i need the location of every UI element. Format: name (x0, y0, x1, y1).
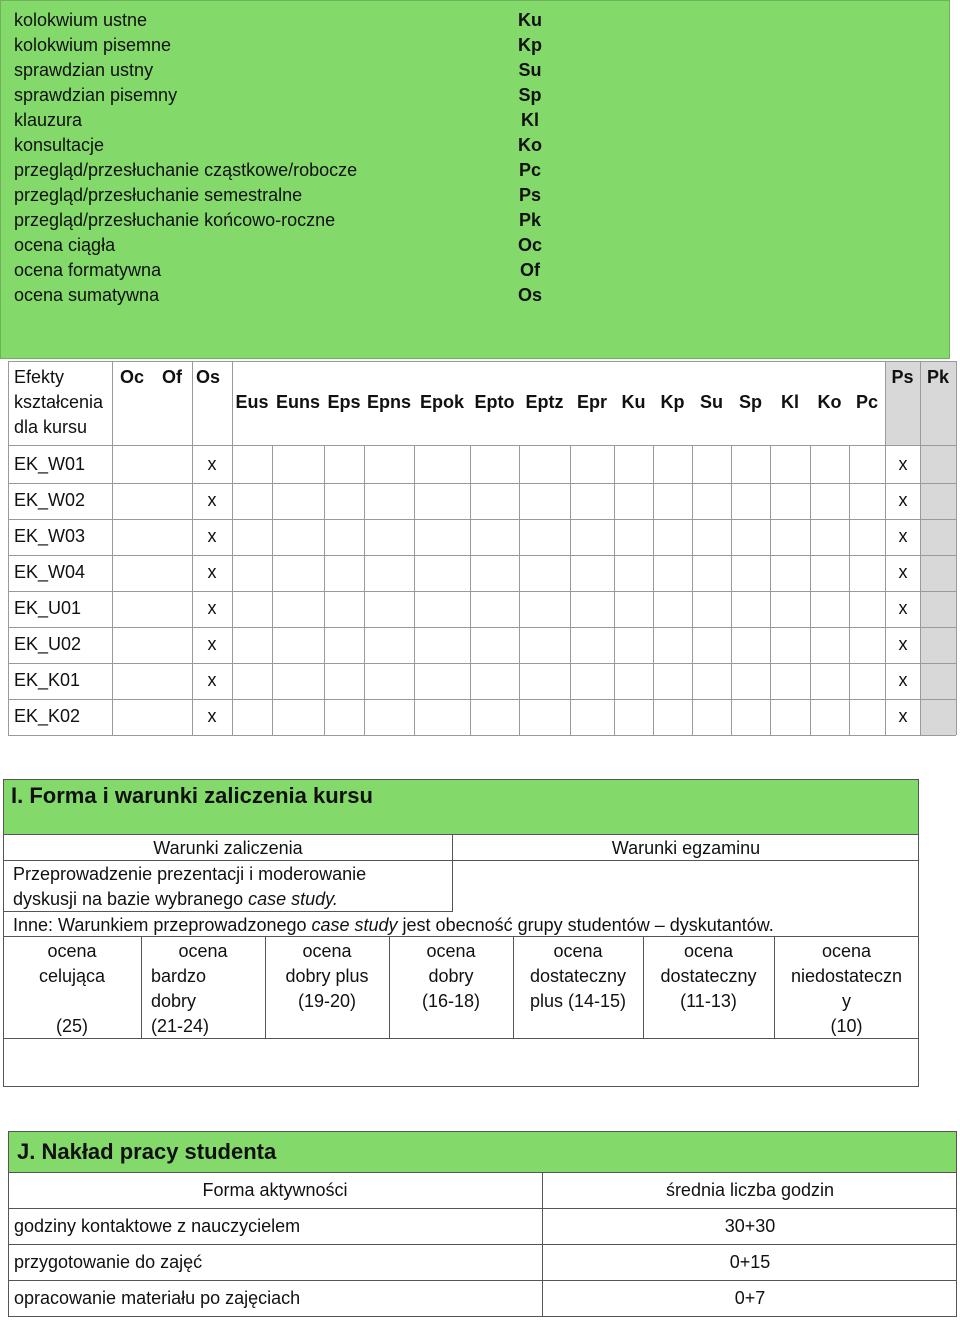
grid-line-v (653, 445, 654, 735)
grade-text: (16-18) (421, 991, 481, 1011)
col-epok: Epok (419, 392, 464, 412)
grade-text: ocena (302, 941, 352, 961)
col-pk: Pk (926, 367, 950, 387)
legend-item-name: konsultacje (14, 135, 105, 155)
ps-mark: x (898, 526, 908, 546)
activity-name: opracowanie materiału po zajęciach (14, 1288, 301, 1308)
col-oc: Oc (119, 367, 144, 387)
effect-row-label: EK_W04 (14, 562, 86, 582)
legend-item-name: przegląd/przesłuchanie semestralne (14, 185, 303, 205)
legend-item-abbr: Oc (517, 235, 542, 255)
legend-item-abbr: Os (517, 285, 542, 305)
grade-text: (25) (55, 1016, 88, 1036)
grade-text: dostateczny (529, 966, 627, 986)
condition-line-2 (13, 887, 338, 911)
col-eptz: Eptz (525, 392, 564, 412)
grid-line-v (849, 445, 850, 735)
section-i-title: I. Forma i warunki zaliczenia kursu (3, 779, 918, 834)
grid-line (8, 735, 956, 736)
grid-line-v (770, 445, 771, 735)
condition-line-1: Przeprowadzenie prezentacji i moderowanie (13, 864, 367, 884)
legend-item-abbr: Sp (518, 85, 542, 105)
activity-name: godziny kontaktowe z nauczycielem (14, 1216, 301, 1236)
os-mark: x (207, 490, 217, 510)
grade-text: ocena (683, 941, 734, 961)
grid-line-v (324, 445, 325, 735)
condition-line-2-text: dyskusji na bazie wybranego (13, 889, 249, 909)
grid-line (8, 445, 956, 446)
other-prefix: Inne: Warunkiem przeprowadzonego (13, 915, 312, 935)
legend-item-name: sprawdzian pisemny (14, 85, 178, 105)
grid-line (8, 519, 956, 520)
condition-line-2-italic: case study. (248, 889, 338, 909)
col-warunki-zaliczenia: Warunki zaliczenia (153, 838, 303, 858)
legend-item-name: klauzura (14, 110, 83, 130)
grade-text: (11-13) (680, 991, 737, 1011)
other-suffix: jest obecność grupy studentów – dyskutantów. (397, 915, 774, 935)
col-srednia-liczba-godzin: średnia liczba godzin (665, 1180, 835, 1200)
os-mark: x (207, 706, 217, 726)
effect-row-label: EK_W01 (14, 454, 86, 474)
col-kl: Kl (781, 392, 799, 412)
os-mark: x (207, 454, 217, 474)
legend-item-name: ocena ciągła (14, 235, 116, 255)
effect-row-label: EK_U02 (14, 634, 82, 654)
grid-line-v (470, 445, 471, 735)
other-italic: case study (311, 915, 398, 935)
grade-text: y (842, 991, 851, 1011)
grid-line-v (614, 445, 615, 735)
grade-text: (21-24) (151, 1016, 210, 1036)
os-mark: x (207, 670, 217, 690)
header-label: Efekty (14, 367, 65, 387)
legend-item-abbr: Kp (518, 35, 542, 55)
section-j-title: J. Nakład pracy studenta (9, 1132, 956, 1172)
grid-line-v (192, 361, 193, 735)
ps-mark: x (898, 706, 908, 726)
grid-line-v (414, 445, 415, 735)
os-mark: x (207, 562, 217, 582)
grid-line-v (570, 445, 571, 735)
effect-row-label: EK_W02 (14, 490, 86, 510)
grid-line (8, 591, 956, 592)
effect-row-label: EK_K01 (14, 670, 81, 690)
col-os: Os (195, 367, 220, 387)
pk-shade (920, 445, 956, 735)
grade-text: celująca (38, 966, 106, 986)
grade-text: plus (14-15) (529, 991, 627, 1011)
grade-text: (19-20) (297, 991, 357, 1011)
grade-text: ocena (178, 941, 228, 961)
ps-mark: x (898, 490, 908, 510)
ps-mark: x (898, 634, 908, 654)
legend-item-abbr: Ps (518, 185, 542, 205)
grid-line-v (232, 361, 233, 735)
grid-line-v (519, 445, 520, 735)
legend-item-name: przegląd/przesłuchanie cząstkowe/robocze (14, 160, 358, 180)
header-label: dla kursu (14, 417, 88, 437)
activity-name: przygotowanie do zajęć (14, 1252, 203, 1272)
col-euns: Euns (275, 392, 320, 412)
os-mark: x (207, 598, 217, 618)
grade-text: ocena (47, 941, 97, 961)
col-of: Of (162, 367, 182, 387)
ps-mark: x (898, 562, 908, 582)
col-epto: Epto (474, 392, 515, 412)
legend-item-name: ocena formatywna (14, 260, 162, 280)
effect-row-label: EK_U01 (14, 598, 82, 618)
col-kp: Kp (660, 392, 685, 412)
grade-text: ocena (426, 941, 476, 961)
col-pc: Pc (855, 392, 879, 412)
grid-line-v (885, 361, 886, 735)
grade-text: ocena (821, 941, 872, 961)
grid-line-v (810, 445, 811, 735)
legend-item-abbr: Su (518, 60, 542, 80)
grid-line-v (364, 445, 365, 735)
col-ku: Ku (621, 392, 646, 412)
col-eps: Eps (327, 392, 361, 412)
legend-item-name: sprawdzian ustny (14, 60, 154, 80)
grade-text: dostateczny (660, 966, 757, 986)
legend-item-name: przegląd/przesłuchanie końcowo-roczne (14, 210, 336, 230)
grid-line-v (272, 445, 273, 735)
grid-line-v (920, 361, 921, 735)
other-condition (13, 913, 774, 937)
grade-text: dobry (151, 991, 197, 1011)
col-epr: Epr (576, 392, 607, 412)
ps-mark: x (898, 454, 908, 474)
grade-text: ocena (553, 941, 603, 961)
activity-hours: 30+30 (724, 1216, 776, 1236)
col-forma-aktywnosci: Forma aktywności (202, 1180, 348, 1200)
legend-item-abbr: Kl (521, 110, 539, 130)
os-mark: x (207, 526, 217, 546)
legend-item-abbr: Ku (518, 10, 542, 30)
col-eus: Eus (235, 392, 269, 412)
grid-line (8, 627, 956, 628)
col-ps: Ps (891, 367, 914, 387)
grid-line-v (8, 361, 9, 735)
legend-item-abbr: Of (520, 260, 540, 280)
grade-text: niedostateczn (790, 966, 903, 986)
effect-row-label: EK_W03 (14, 526, 86, 546)
grid-line (8, 663, 956, 664)
grade-text: dobry plus (285, 966, 369, 986)
grade-text: bardzo (151, 966, 207, 986)
legend-item-abbr: Pc (518, 160, 542, 180)
header-label: kształcenia (14, 392, 104, 412)
col-epns: Epns (366, 392, 411, 412)
grid-line-v (692, 445, 693, 735)
grid-line (8, 483, 956, 484)
grade-text: (10) (830, 1016, 863, 1036)
col-sp: Sp (738, 392, 762, 412)
col-ko: Ko (817, 392, 842, 412)
col-su: Su (699, 392, 723, 412)
col-warunki-egzaminu: Warunki egzaminu (611, 838, 761, 858)
grid-line (8, 361, 956, 362)
grade-text: dobry (428, 966, 474, 986)
grid-line (8, 699, 956, 700)
legend-item-abbr: Pk (518, 210, 542, 230)
ps-mark: x (898, 598, 908, 618)
ps-mark: x (898, 670, 908, 690)
grid-line-v (731, 445, 732, 735)
legend-item-abbr: Ko (518, 135, 542, 155)
grid-line-v (112, 361, 113, 735)
activity-hours: 0+15 (729, 1252, 771, 1272)
grid-line-v (956, 361, 957, 735)
legend-item-name: kolokwium ustne (14, 10, 148, 30)
grid-line (8, 555, 956, 556)
os-mark: x (207, 634, 217, 654)
legend-item-name: ocena sumatywna (14, 285, 160, 305)
effect-row-label: EK_K02 (14, 706, 81, 726)
activity-hours: 0+7 (734, 1288, 766, 1308)
legend-item-name: kolokwium pisemne (14, 35, 172, 55)
